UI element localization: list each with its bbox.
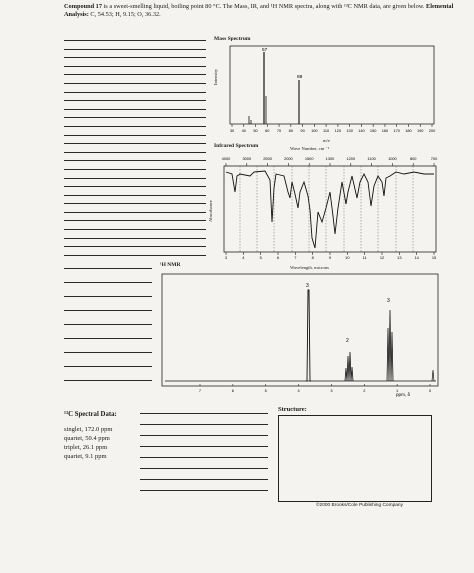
ir-top-label: 1000 (388, 156, 397, 161)
nmr-peak-triplet (387, 310, 393, 381)
ir-top-ticks (222, 156, 438, 166)
c13-section (64, 410, 117, 461)
nmr-title: ¹H NMR (160, 262, 181, 268)
c13-item: triplet, 26.1 ppm (64, 444, 108, 451)
ir-bottom-label: 6 (276, 255, 280, 260)
nmr-x-label: 0 (428, 388, 432, 393)
mass-x-label: 90 (300, 128, 305, 133)
mass-x-label: 110 (323, 128, 330, 133)
structure-box[interactable] (278, 415, 432, 502)
intro-text (64, 3, 454, 20)
ir-bottom-label: 12 (379, 255, 385, 260)
ir-title: Infrared Spectrum (214, 143, 259, 149)
ir-top-label: 1200 (346, 156, 356, 161)
ir-bottom-label: 11 (362, 255, 367, 260)
mass-x-label: 170 (393, 128, 400, 133)
nmr-peak-singlet (306, 290, 311, 381)
ir-bottom-ticks (225, 252, 436, 260)
ir-top-label: 4000 (221, 156, 231, 161)
nmr-unit: ppm, δ (396, 392, 411, 397)
mass-x-label: 30 (229, 128, 235, 133)
ir-top-label: 1100 (367, 156, 376, 161)
ir-bottom-label: 10 (345, 255, 350, 260)
mass-x-label: 140 (358, 128, 365, 133)
ir-bottom-label: 5 (259, 255, 262, 260)
compound-name: Compound 17 (64, 3, 102, 10)
analysis-values: C, 54.53; H, 9.15; O, 36.32. (88, 11, 161, 19)
ir-bottom-label: 4 (242, 255, 245, 260)
ir-top-label: 3000 (242, 156, 252, 161)
peak-label-88: 88 (297, 75, 303, 80)
ir-bottom-label: 3 (224, 255, 228, 260)
copyright: ©2000 Brooks/Cole Publishing Company (316, 503, 403, 508)
mass-x-label: 50 (253, 128, 258, 133)
mass-x-label: 120 (334, 128, 342, 133)
ir-chart (210, 152, 440, 270)
nmr-x-label: 5 (264, 388, 267, 393)
mass-x-label: 70 (276, 128, 282, 133)
ir-top-label: 2500 (263, 156, 272, 161)
ir-top-label: 800 (409, 156, 417, 161)
mass-x-label: 130 (346, 128, 353, 133)
mass-x-ticks (230, 124, 436, 133)
mass-x-label: 200 (428, 128, 436, 133)
mass-x-label: 80 (288, 128, 293, 133)
nmr-chart (160, 270, 442, 400)
nmr-peak-quartet (345, 352, 353, 381)
ir-top-label: 1500 (304, 156, 314, 161)
integral-label-3: 3 (387, 298, 390, 304)
ir-bottom-label: 7 (294, 255, 297, 260)
mass-x-label: 40 (241, 128, 246, 133)
peak-label-57: 57 (262, 48, 268, 53)
answer-lines-middle[interactable] (64, 268, 152, 394)
c13-item: quartet, 9.1 ppm (64, 453, 107, 460)
mass-x-label: 160 (381, 128, 389, 133)
structure-label: Structure: (278, 406, 307, 413)
ir-ylabel: Absorbance (208, 200, 213, 222)
ir-bottom-label: 14 (414, 255, 419, 260)
ir-bottom-label: 9 (328, 255, 332, 260)
nmr-x-label: 6 (231, 388, 234, 393)
integral-label-1: 3 (306, 283, 309, 289)
mass-x-label: 60 (265, 128, 270, 133)
nmr-x-label: 2 (363, 388, 366, 393)
ir-xlabel: Wavelength, microns (290, 265, 329, 270)
nmr-x-label: 7 (198, 388, 202, 393)
ir-top-label: 700 (430, 156, 438, 161)
mass-xlabel: m/e (323, 138, 330, 143)
ir-trace (226, 171, 434, 248)
answer-lines-lower[interactable] (140, 413, 268, 501)
nmr-x-label: 1 (396, 388, 399, 393)
ir-bottom-label: 15 (431, 255, 437, 260)
mass-spectrum-title: Mass Spectrum (214, 36, 251, 42)
analysis-label: Elemental Analysis: (64, 3, 454, 19)
c13-item: singlet, 172.0 ppm (64, 426, 113, 433)
ir-top-axis-title: Wave Number, cm ⁻¹ (290, 146, 330, 151)
nmr-x-label: 4 (297, 388, 300, 393)
ir-bottom-label: 13 (397, 255, 402, 260)
mass-x-label: 190 (416, 128, 424, 133)
ir-bottom-label: 8 (311, 255, 314, 260)
mass-ylabel: Intensity (213, 68, 218, 85)
mass-spectrum-chart (220, 44, 440, 148)
ir-top-label: 1300 (325, 156, 335, 161)
mass-x-label: 180 (405, 128, 412, 133)
mass-x-label: 100 (311, 128, 318, 133)
compound-description: is a sweet-smelling liquid, boiling point 80 °C. The Mass, IR, and ¹H NMR spectra, along with ¹³C NMR data, are given below. (101, 3, 425, 10)
nmr-x-label: 3 (330, 388, 333, 393)
answer-lines-upper[interactable] (64, 40, 206, 263)
mass-x-label: 150 (369, 128, 377, 133)
integral-label-2: 2 (346, 338, 349, 344)
c13-title: ¹³C Spectral Data: (64, 411, 117, 418)
ir-top-label: 2000 (284, 156, 293, 161)
c13-item: quartet, 50.4 ppm (64, 435, 110, 442)
